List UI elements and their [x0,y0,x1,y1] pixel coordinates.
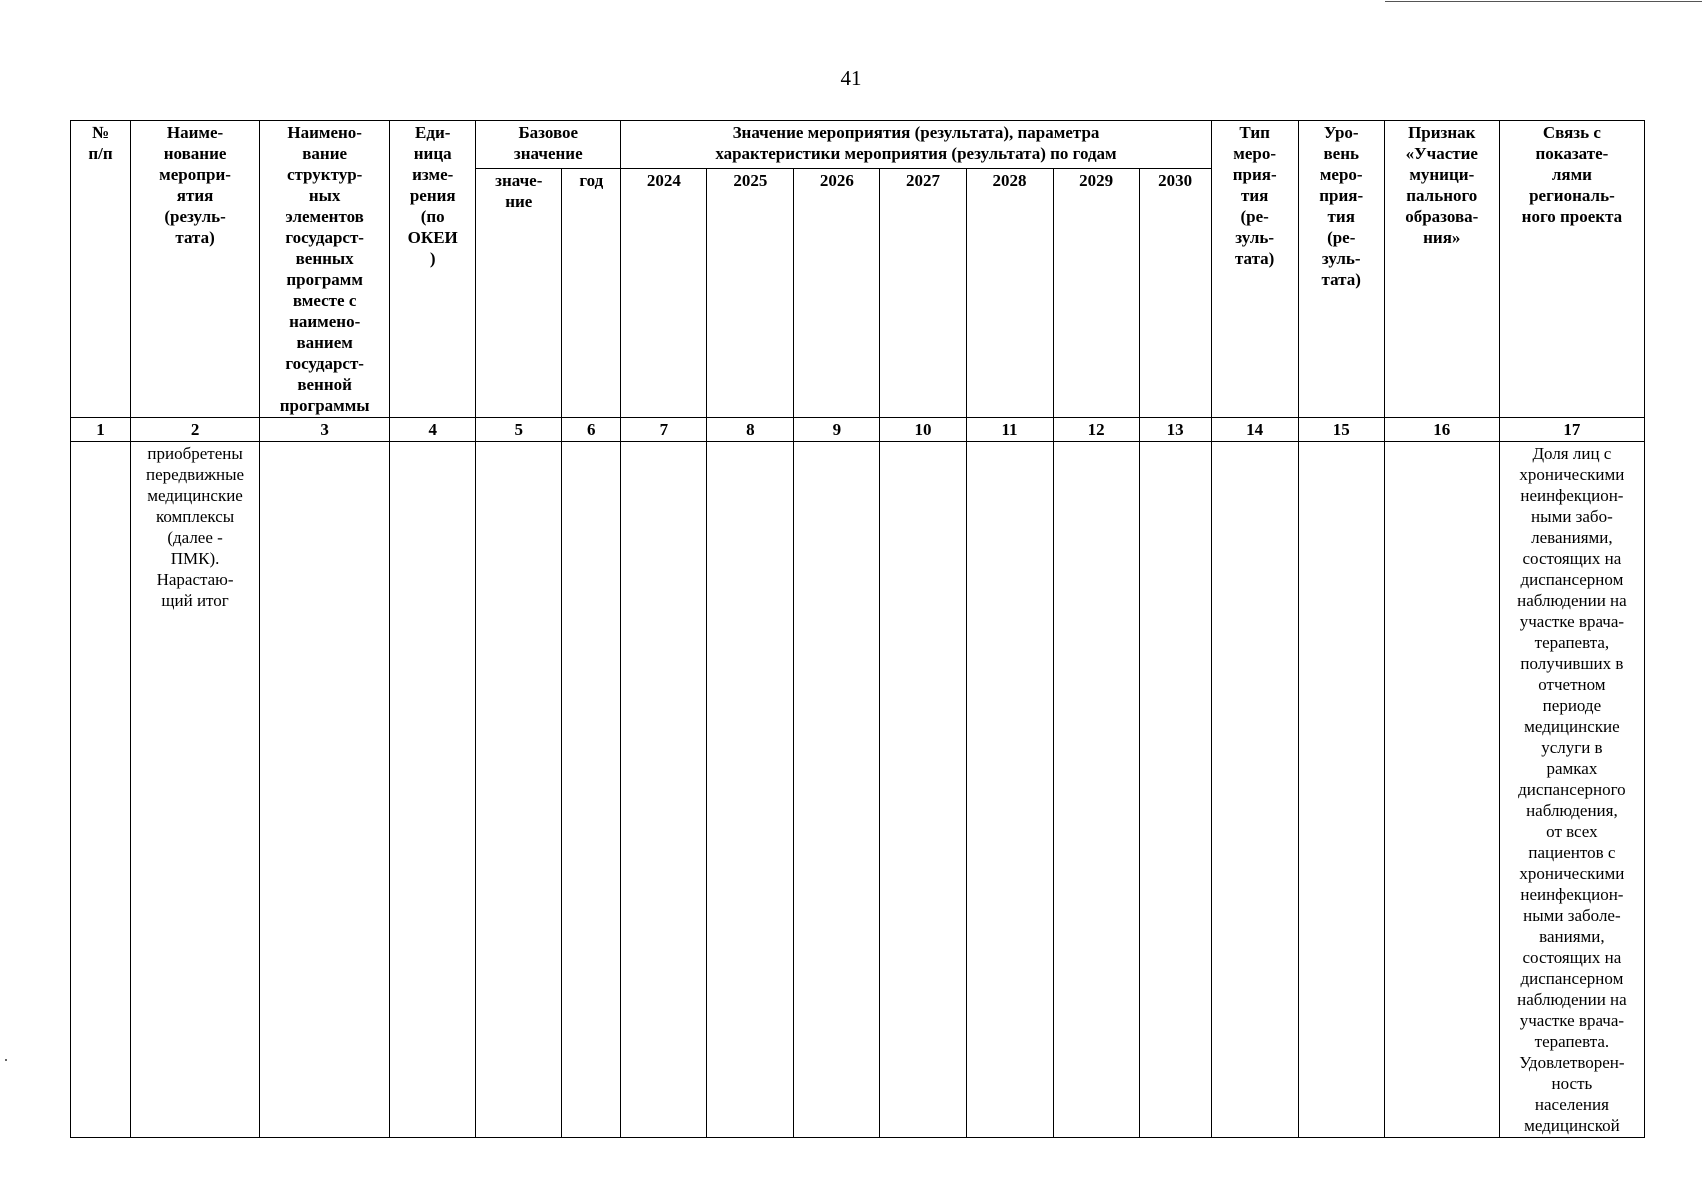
header-base-value-group: Базовое значение [476,121,621,169]
table-cell [562,442,621,1138]
table-cell [390,442,476,1138]
table-row [71,442,1645,1138]
column-number: 1 [71,418,131,442]
table-cell [1139,442,1211,1138]
column-number: 10 [880,418,966,442]
column-number: 11 [966,418,1053,442]
table-cell [260,442,390,1138]
header-year-2024: 2024 [621,169,707,418]
column-number: 14 [1211,418,1298,442]
header-year-2027: 2027 [880,169,966,418]
header-base-value: значе- ние [476,169,562,418]
page-number: 41 [840,66,862,90]
table-cell [1211,442,1298,1138]
header-number: № п/п [71,121,131,418]
table-cell [1384,442,1499,1138]
table-cell [966,442,1053,1138]
table-cell [794,442,880,1138]
column-number: 5 [476,418,562,442]
column-number: 12 [1053,418,1139,442]
column-number: 16 [1384,418,1499,442]
header-base-year: год [562,169,621,418]
column-number: 15 [1298,418,1384,442]
column-number-row [71,418,1645,442]
table-cell [621,442,707,1138]
header-year-2025: 2025 [707,169,794,418]
table-cell [476,442,562,1138]
column-number: 8 [707,418,794,442]
table-cell [707,442,794,1138]
header-year-2030: 2030 [1139,169,1211,418]
header-activity-type: Тип меро- прия- тия (ре- зуль- тата) [1211,121,1298,418]
header-year-2029: 2029 [1053,169,1139,418]
header-municipal-participation: Признак «Участие муници- пального образова- ния» [1384,121,1499,418]
header-yearly-values-group: Значение мероприятия (результата), параметра характеристики мероприятия (результата) по годам [621,121,1211,169]
table-cell [1298,442,1384,1138]
column-number: 9 [794,418,880,442]
margin-dot [5,1059,7,1061]
top-rule [1385,1,1702,2]
column-number: 2 [131,418,260,442]
header-year-2028: 2028 [966,169,1053,418]
table-cell [1053,442,1139,1138]
header-structural-elements: Наимено- вание структур- ных элементов государст- венных программ вместе с наимено- ванием государст- венной программы [260,121,390,418]
column-number: 4 [390,418,476,442]
column-number: 7 [621,418,707,442]
column-number: 3 [260,418,390,442]
header-activity-name: Наиме- нование меропри- ятия (резуль- тата) [131,121,260,418]
header-regional-project-link: Связь с показате- лями региональ- ного проекта [1499,121,1644,418]
table-cell [71,442,131,1138]
results-table [70,120,1645,1138]
column-number: 6 [562,418,621,442]
header-year-2026: 2026 [794,169,880,418]
column-number: 17 [1499,418,1644,442]
regional-project-link-cell: Доля лиц с хроническими неинфекцион- ными забо- леваниями, состоящих на диспансерном наблюдении на участке врача- терапевта, получивших в отчетном периоде медицинские услуги в рамках диспансерного наблюдения, от всех пациентов с хроническими неинфекцион- ными заболе- ваниями, состоящих на диспансерном наблюдении на участке врача- терапевта. Удовлетворен- ность населения медицинской [1499,442,1644,1138]
table-cell [880,442,966,1138]
header-activity-level: Уро- вень меро- прия- тия (ре- зуль- тата) [1298,121,1384,418]
activity-name-cell: приобретены передвижные медицинские комплексы (далее - ПМК). Нарастаю- щий итог [131,442,260,1138]
header-unit: Еди- ница изме- рения (по ОКЕИ ) [390,121,476,418]
column-number: 13 [1139,418,1211,442]
header-row [71,121,1645,169]
